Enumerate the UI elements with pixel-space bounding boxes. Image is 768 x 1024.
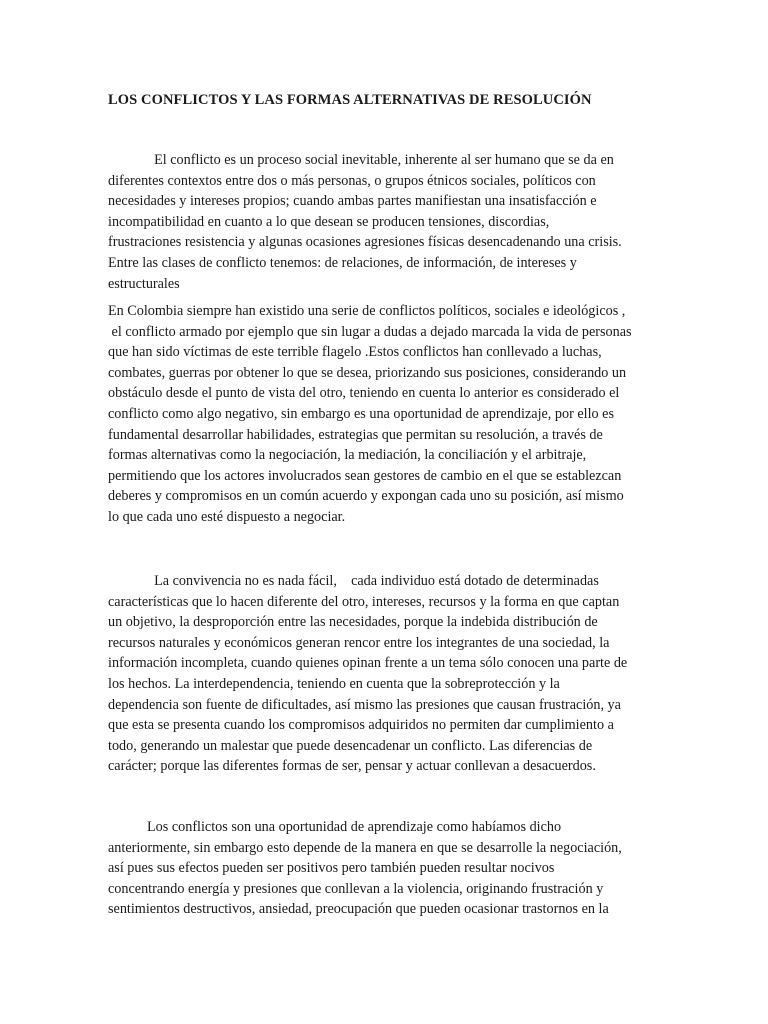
paragraph-line: información incompleta, cuando quienes opinan frente a un tema sólo conocen una parte de	[108, 655, 628, 672]
document-title: LOS CONFLICTOS Y LAS FORMAS ALTERNATIVAS DE RESOLUCIÓN	[108, 92, 592, 108]
paragraph-line: formas alternativas como la negociación, la mediación, la conciliación y el arbitraje,	[108, 447, 587, 464]
paragraph-line: el conflicto armado por ejemplo que sin lugar a dudas a dejado marcada la vida de personas	[108, 323, 632, 340]
paragraph-line: que han sido víctimas de este terrible flagelo .Estos conflictos han conllevado a luchas,	[108, 344, 602, 361]
paragraph-line: todo, generando un malestar que puede desencadenar un conflicto. Las diferencias de	[108, 737, 593, 754]
paragraph-1	[108, 150, 663, 294]
paragraph-line: que esta se presenta cuando los compromisos adquiridos no permiten dar cumplimiento a	[108, 717, 614, 734]
paragraph-line: recursos naturales y económicos generan rencor entre los integrantes de una sociedad, la	[108, 634, 610, 651]
paragraph-line: carácter; porque las diferentes formas de ser, pensar y actuar conllevan a desacuerdos.	[108, 758, 596, 775]
paragraph-line: concentrando energía y presiones que conllevan a la violencia, originando frustración y	[108, 880, 604, 897]
paragraph-line: La convivencia no es nada fácil, cada individuo está dotado de determinadas	[108, 573, 599, 589]
paragraph-line: combates, guerras por obtener lo que se desea, priorizando sus posiciones, considerando un	[108, 364, 627, 381]
paragraph-4	[108, 817, 663, 920]
paragraph-line: dependencia son fuente de dificultades, así mismo las presiones que causan frustración, ya	[108, 696, 621, 713]
paragraph-line: diferentes contextos entre dos o más personas, o grupos étnicos sociales, políticos con	[108, 172, 596, 189]
paragraph-line: deberes y compromisos en un común acuerdo y expongan cada uno su posición, así mismo	[108, 488, 624, 505]
paragraph-line: los hechos. La interdependencia, teniendo en cuenta que la sobreprotección y la	[108, 675, 560, 692]
paragraph-line: Los conflictos son una oportunidad de aprendizaje como habíamos dicho	[108, 819, 562, 835]
paragraph-line: sentimientos destructivos, ansiedad, preocupación que pueden ocasionar trastornos en la	[108, 901, 609, 918]
paragraph-2	[108, 301, 663, 528]
paragraph-line: así pues sus efectos pueden ser positivos pero también pueden resultar nocivos	[108, 860, 555, 877]
paragraph-line: El conflicto es un proceso social inevitable, inherente al ser humano que se da en	[108, 152, 614, 168]
paragraph-line: En Colombia siempre han existido una serie de conflictos políticos, sociales e ideológicos ,	[108, 303, 626, 319]
paragraph-line: permitiendo que los actores involucrados sean gestores de cambio en el que se establezcan	[108, 467, 622, 484]
paragraph-line: Entre las clases de conflicto tenemos: de relaciones, de información, de intereses y	[108, 254, 577, 271]
paragraph-line: conflicto como algo negativo, sin embargo es una oportunidad de aprendizaje, por ello es	[108, 405, 614, 422]
paragraph-line: fundamental desarrollar habilidades, estrategias que permitan su resolución, a través de	[108, 426, 603, 443]
paragraph-line: características que lo hacen diferente del otro, intereses, recursos y la forma en que captan	[108, 593, 620, 610]
paragraph-line: obstáculo desde el punto de vista del otro, teniendo en cuenta lo anterior es considerado el	[108, 385, 620, 402]
paragraph-line: incompatibilidad en cuanto a lo que desean se producen tensiones, discordias,	[108, 213, 550, 230]
paragraph-line: anteriormente, sin embargo esto depende de la manera en que se desarrolle la negociación,	[108, 839, 622, 856]
paragraph-line: necesidades y intereses propios; cuando ambas partes manifiestan una insatisfacción e	[108, 193, 597, 210]
paragraph-line: un objetivo, la desproporción entre las necesidades, porque la indebida distribución de	[108, 614, 598, 631]
paragraph-3	[108, 571, 663, 777]
paragraph-line: lo que cada uno esté dispuesto a negociar.	[108, 508, 346, 525]
paragraph-line: frustraciones resistencia y algunas ocasiones agresiones físicas desencadenando una crisis.	[108, 234, 622, 251]
paragraph-line: estructurales	[108, 275, 180, 292]
